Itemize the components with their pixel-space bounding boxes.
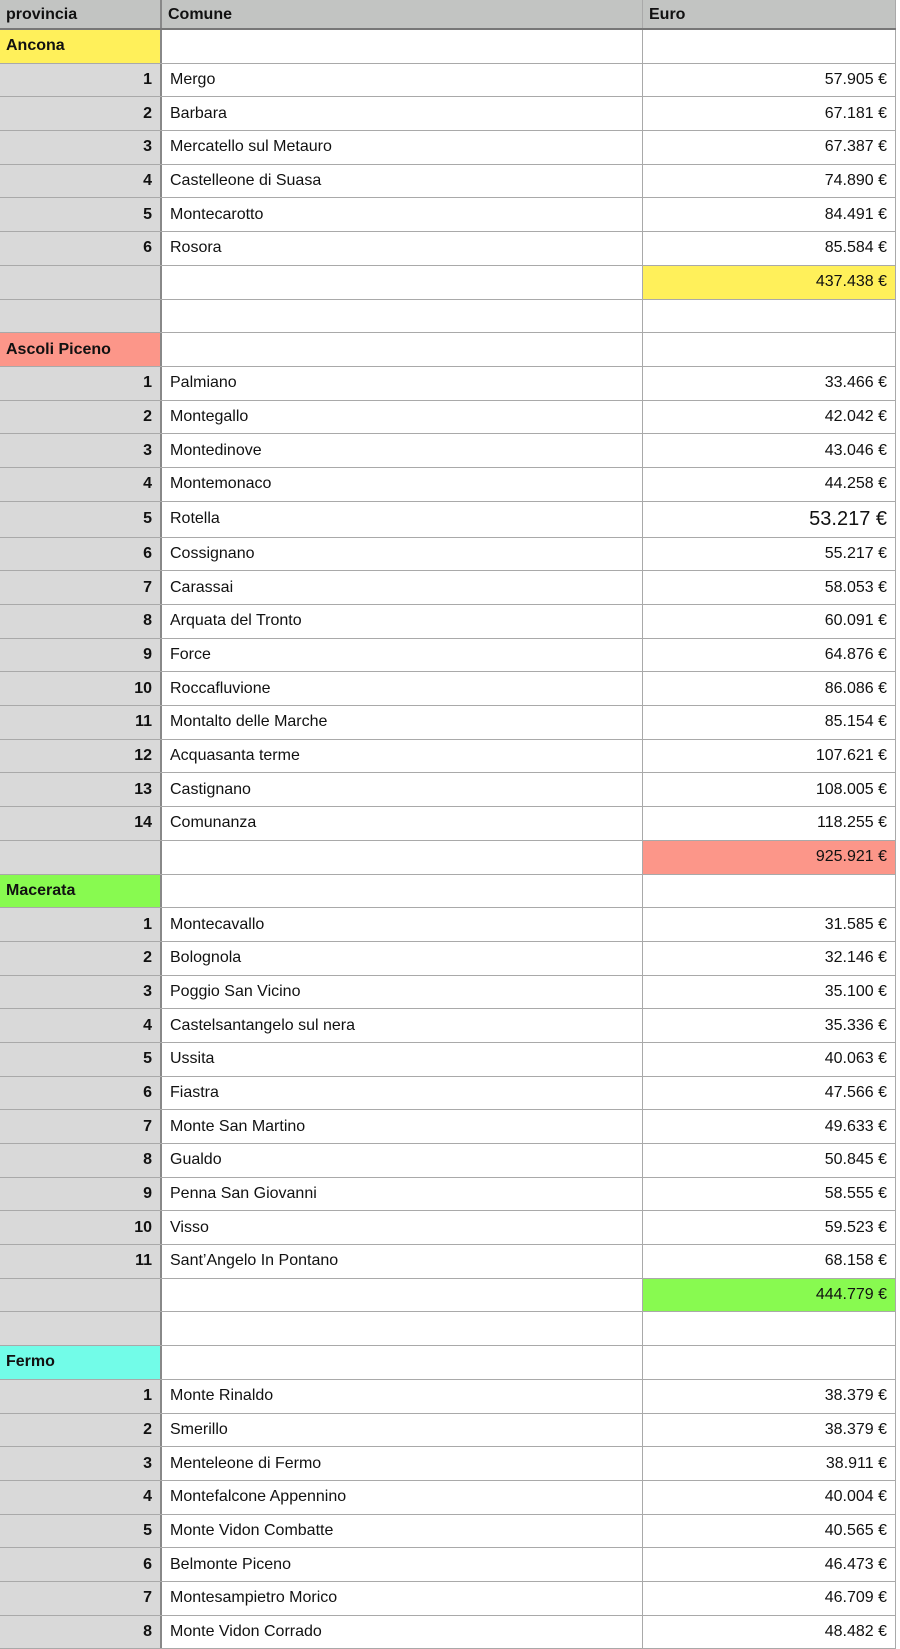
row-number[interactable]: 1	[0, 1380, 162, 1413]
row-number[interactable]: 6	[0, 538, 162, 571]
euro-cell[interactable]: 46.709 €	[643, 1582, 896, 1615]
comune-cell[interactable]: Arquata del Tronto	[162, 605, 643, 638]
euro-cell[interactable]: 59.523 €	[643, 1211, 896, 1244]
comune-cell[interactable]: Smerillo	[162, 1414, 643, 1447]
empty-cell[interactable]	[162, 30, 643, 63]
comune-cell[interactable]: Force	[162, 639, 643, 672]
row-number[interactable]: 2	[0, 401, 162, 434]
table-row	[0, 976, 896, 1010]
table-row	[0, 1548, 896, 1582]
comune-cell[interactable]: Castelleone di Suasa	[162, 165, 643, 198]
table-row	[0, 1178, 896, 1212]
row-number[interactable]: 1	[0, 64, 162, 97]
row-number[interactable]: 6	[0, 232, 162, 265]
euro-cell[interactable]: 38.911 €	[643, 1447, 896, 1480]
row-number[interactable]: 3	[0, 131, 162, 164]
euro-cell[interactable]: 31.585 €	[643, 908, 896, 941]
row-number[interactable]: 7	[0, 571, 162, 604]
table-row	[0, 942, 896, 976]
total-cell[interactable]: 925.921 €	[643, 841, 896, 874]
row-number[interactable]: 5	[0, 502, 162, 537]
row-number[interactable]: 9	[0, 639, 162, 672]
blank-row	[0, 300, 896, 334]
empty-cell[interactable]	[643, 1312, 896, 1345]
header-euro[interactable]: Euro	[643, 0, 896, 28]
comune-cell[interactable]: Palmiano	[162, 367, 643, 400]
table-body	[0, 30, 896, 1649]
table-row	[0, 639, 896, 673]
empty-cell[interactable]	[643, 300, 896, 333]
province-label[interactable]: Macerata	[0, 875, 162, 908]
table-row	[0, 131, 896, 165]
comune-cell[interactable]: Montecarotto	[162, 198, 643, 231]
comune-cell[interactable]: Barbara	[162, 97, 643, 130]
euro-cell[interactable]: 107.621 €	[643, 740, 896, 773]
empty-cell[interactable]	[0, 1279, 162, 1312]
euro-cell[interactable]: 49.633 €	[643, 1110, 896, 1143]
row-number[interactable]: 3	[0, 434, 162, 467]
euro-cell[interactable]: 118.255 €	[643, 807, 896, 840]
table-row	[0, 232, 896, 266]
euro-cell[interactable]: 84.491 €	[643, 198, 896, 231]
empty-cell[interactable]	[643, 875, 896, 908]
euro-cell[interactable]: 42.042 €	[643, 401, 896, 434]
euro-cell[interactable]: 74.890 €	[643, 165, 896, 198]
euro-cell[interactable]: 44.258 €	[643, 468, 896, 501]
group-header-row	[0, 1346, 896, 1380]
comune-cell[interactable]: Roccafluvione	[162, 672, 643, 705]
euro-cell[interactable]: 46.473 €	[643, 1548, 896, 1581]
total-row	[0, 841, 896, 875]
comune-cell[interactable]: Rosora	[162, 232, 643, 265]
table-row	[0, 1211, 896, 1245]
row-number[interactable]: 4	[0, 1009, 162, 1042]
row-number[interactable]: 3	[0, 1447, 162, 1480]
empty-cell[interactable]	[162, 1312, 643, 1345]
row-number[interactable]: 13	[0, 773, 162, 806]
header-row	[0, 0, 896, 30]
table-row	[0, 502, 896, 538]
empty-cell[interactable]	[0, 1312, 162, 1345]
comune-cell[interactable]: Ussita	[162, 1043, 643, 1076]
row-number[interactable]: 5	[0, 198, 162, 231]
euro-cell[interactable]: 58.053 €	[643, 571, 896, 604]
total-row	[0, 266, 896, 300]
table-row	[0, 1144, 896, 1178]
table-row	[0, 1245, 896, 1279]
table-row	[0, 367, 896, 401]
comune-cell[interactable]: Menteleone di Fermo	[162, 1447, 643, 1480]
euro-cell[interactable]: 67.181 €	[643, 97, 896, 130]
comune-cell[interactable]: Mercatello sul Metauro	[162, 131, 643, 164]
row-number[interactable]: 4	[0, 468, 162, 501]
row-number[interactable]: 11	[0, 706, 162, 739]
comune-cell[interactable]: Montegallo	[162, 401, 643, 434]
table-row	[0, 672, 896, 706]
comune-cell[interactable]: Fiastra	[162, 1077, 643, 1110]
table-row	[0, 198, 896, 232]
empty-cell[interactable]	[162, 875, 643, 908]
comune-cell[interactable]: Comunanza	[162, 807, 643, 840]
comune-cell[interactable]: Sant’Angelo In Pontano	[162, 1245, 643, 1278]
row-number[interactable]: 11	[0, 1245, 162, 1278]
empty-cell[interactable]	[162, 300, 643, 333]
table-row	[0, 1481, 896, 1515]
empty-cell[interactable]	[162, 333, 643, 366]
euro-cell[interactable]: 38.379 €	[643, 1414, 896, 1447]
table-row	[0, 571, 896, 605]
row-number[interactable]: 1	[0, 367, 162, 400]
province-label[interactable]: Ancona	[0, 30, 162, 63]
euro-cell[interactable]: 60.091 €	[643, 605, 896, 638]
row-number[interactable]: 10	[0, 672, 162, 705]
euro-cell[interactable]: 55.217 €	[643, 538, 896, 571]
row-number[interactable]: 4	[0, 165, 162, 198]
euro-cell[interactable]: 53.217 €	[643, 502, 896, 537]
euro-cell[interactable]: 48.482 €	[643, 1616, 896, 1649]
empty-cell[interactable]	[643, 1346, 896, 1379]
empty-cell[interactable]	[162, 1279, 643, 1312]
table-row	[0, 64, 896, 98]
table-row	[0, 807, 896, 841]
table-row	[0, 434, 896, 468]
group-header-row	[0, 333, 896, 367]
euro-cell[interactable]: 47.566 €	[643, 1077, 896, 1110]
row-number[interactable]: 6	[0, 1077, 162, 1110]
table-row	[0, 1616, 896, 1649]
comune-cell[interactable]: Poggio San Vicino	[162, 976, 643, 1009]
euro-cell[interactable]: 108.005 €	[643, 773, 896, 806]
total-row	[0, 1279, 896, 1313]
table-row	[0, 1043, 896, 1077]
euro-cell[interactable]: 43.046 €	[643, 434, 896, 467]
comune-cell[interactable]: Penna San Giovanni	[162, 1178, 643, 1211]
euro-cell[interactable]: 58.555 €	[643, 1178, 896, 1211]
euro-cell[interactable]: 68.158 €	[643, 1245, 896, 1278]
table-row	[0, 1077, 896, 1111]
table-row	[0, 97, 896, 131]
comune-cell[interactable]: Montecavallo	[162, 908, 643, 941]
empty-cell[interactable]	[0, 300, 162, 333]
comune-cell[interactable]: Carassai	[162, 571, 643, 604]
euro-cell[interactable]: 35.100 €	[643, 976, 896, 1009]
blank-row	[0, 1312, 896, 1346]
row-number[interactable]: 14	[0, 807, 162, 840]
euro-cell[interactable]: 38.379 €	[643, 1380, 896, 1413]
row-number[interactable]: 5	[0, 1043, 162, 1076]
table-row	[0, 1447, 896, 1481]
comune-cell[interactable]: Cossignano	[162, 538, 643, 571]
euro-cell[interactable]: 57.905 €	[643, 64, 896, 97]
group-header-row	[0, 30, 896, 64]
euro-cell[interactable]: 35.336 €	[643, 1009, 896, 1042]
euro-cell[interactable]: 64.876 €	[643, 639, 896, 672]
euro-cell[interactable]: 32.146 €	[643, 942, 896, 975]
row-number[interactable]: 7	[0, 1110, 162, 1143]
row-number[interactable]: 4	[0, 1481, 162, 1514]
table-row	[0, 605, 896, 639]
header-comune[interactable]: Comune	[162, 0, 643, 28]
table-row	[0, 468, 896, 502]
row-number[interactable]: 8	[0, 605, 162, 638]
total-cell[interactable]: 437.438 €	[643, 266, 896, 299]
empty-cell[interactable]	[0, 266, 162, 299]
comune-cell[interactable]: Acquasanta terme	[162, 740, 643, 773]
empty-cell[interactable]	[0, 841, 162, 874]
comune-cell[interactable]: Castelsantangelo sul nera	[162, 1009, 643, 1042]
table-row	[0, 1009, 896, 1043]
table-row	[0, 538, 896, 572]
table-row	[0, 165, 896, 199]
empty-cell[interactable]	[643, 333, 896, 366]
comune-cell[interactable]: Monte Vidon Corrado	[162, 1616, 643, 1649]
comune-cell[interactable]: Montesampietro Morico	[162, 1582, 643, 1615]
comune-cell[interactable]: Montemonaco	[162, 468, 643, 501]
row-number[interactable]: 6	[0, 1548, 162, 1581]
group-header-row	[0, 875, 896, 909]
table-row	[0, 401, 896, 435]
row-number[interactable]: 12	[0, 740, 162, 773]
comune-cell[interactable]: Belmonte Piceno	[162, 1548, 643, 1581]
comune-cell[interactable]: Monte Rinaldo	[162, 1380, 643, 1413]
comune-cell[interactable]: Rotella	[162, 502, 643, 537]
total-cell[interactable]: 444.779 €	[643, 1279, 896, 1312]
empty-cell[interactable]	[162, 841, 643, 874]
comune-cell[interactable]: Monte San Martino	[162, 1110, 643, 1143]
row-number[interactable]: 7	[0, 1582, 162, 1615]
row-number[interactable]: 2	[0, 1414, 162, 1447]
euro-cell[interactable]: 85.584 €	[643, 232, 896, 265]
euro-cell[interactable]: 85.154 €	[643, 706, 896, 739]
table-row	[0, 740, 896, 774]
table-row	[0, 773, 896, 807]
row-number[interactable]: 2	[0, 942, 162, 975]
comune-cell[interactable]: Montefalcone Appennino	[162, 1481, 643, 1514]
row-number[interactable]: 9	[0, 1178, 162, 1211]
euro-cell[interactable]: 86.086 €	[643, 672, 896, 705]
euro-cell[interactable]: 40.004 €	[643, 1481, 896, 1514]
table-row	[0, 1414, 896, 1448]
comune-cell[interactable]: Montalto delle Marche	[162, 706, 643, 739]
province-label[interactable]: Fermo	[0, 1346, 162, 1379]
euro-cell[interactable]: 67.387 €	[643, 131, 896, 164]
row-number[interactable]: 1	[0, 908, 162, 941]
table-row	[0, 1380, 896, 1414]
province-label[interactable]: Ascoli Piceno	[0, 333, 162, 366]
table-row	[0, 1515, 896, 1549]
row-number[interactable]: 8	[0, 1616, 162, 1649]
row-number[interactable]: 2	[0, 97, 162, 130]
empty-cell[interactable]	[162, 1346, 643, 1379]
comune-cell[interactable]: Castignano	[162, 773, 643, 806]
comune-cell[interactable]: Montedinove	[162, 434, 643, 467]
row-number[interactable]: 3	[0, 976, 162, 1009]
row-number[interactable]: 10	[0, 1211, 162, 1244]
empty-cell[interactable]	[643, 30, 896, 63]
row-number[interactable]: 8	[0, 1144, 162, 1177]
comune-cell[interactable]: Visso	[162, 1211, 643, 1244]
euro-cell[interactable]: 50.845 €	[643, 1144, 896, 1177]
euro-cell[interactable]: 40.565 €	[643, 1515, 896, 1548]
euro-cell[interactable]: 40.063 €	[643, 1043, 896, 1076]
table-row	[0, 908, 896, 942]
table-row	[0, 1110, 896, 1144]
empty-cell[interactable]	[162, 266, 643, 299]
row-number[interactable]: 5	[0, 1515, 162, 1548]
table-row	[0, 1582, 896, 1616]
comune-cell[interactable]: Gualdo	[162, 1144, 643, 1177]
table-row	[0, 706, 896, 740]
comune-cell[interactable]: Bolognola	[162, 942, 643, 975]
comune-cell[interactable]: Mergo	[162, 64, 643, 97]
comune-cell[interactable]: Monte Vidon Combatte	[162, 1515, 643, 1548]
euro-cell[interactable]: 33.466 €	[643, 367, 896, 400]
header-provincia[interactable]: provincia	[0, 0, 162, 28]
